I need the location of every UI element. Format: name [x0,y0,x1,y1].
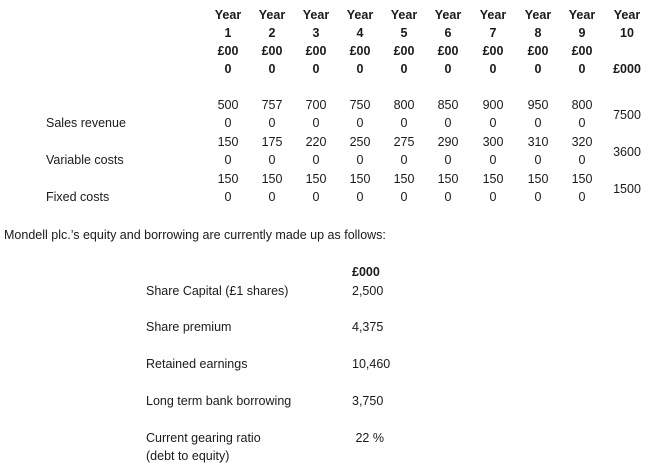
row-cell-line: 290 [437,135,459,149]
year-header-2-line: 0 [268,62,276,76]
row-cell [384,96,424,132]
year-header-9-line: £00 [571,44,593,58]
year-header-7 [473,6,513,78]
row-cell-line: 0 [224,116,232,130]
row-cell-line: 0 [356,116,364,130]
year-header-1-line: £00 [217,44,239,58]
row-cell [562,96,602,132]
year-header-3-line: £00 [305,44,327,58]
row-cell [340,133,380,169]
row-cell-line: 0 [489,190,497,204]
equity-label-share-premium: Share premium [146,320,232,334]
equity-unit-header: £000 [352,265,380,279]
year-header-7-line: Year [479,8,507,22]
row-cell [428,170,468,206]
row-cell-line: 850 [437,98,459,112]
row-cell-line: 0 [224,153,232,167]
row-cell [518,96,558,132]
row-cell [562,133,602,169]
row-cell [518,133,558,169]
year-header-7-line: 7 [489,26,497,40]
equity-value-share-premium: 4,375 [352,320,384,334]
row-cell [208,133,248,169]
row-cell-line: 0 [534,153,542,167]
year-header-1-line: 1 [224,26,232,40]
gearing-value: 22 % [352,431,384,445]
row-cell [473,96,513,132]
year-header-8-line: £00 [527,44,549,58]
row-cell-line: 950 [527,98,549,112]
year-header-3-line: Year [302,8,330,22]
year-header-2-line: 2 [268,26,276,40]
year-header-6-line: Year [434,8,462,22]
year-header-7-line: £00 [482,44,504,58]
year-header-1-line: Year [214,8,242,22]
row-cell-line: 0 [224,190,232,204]
year-header-8-line: 8 [534,26,542,40]
row-cell [384,170,424,206]
year-header-8-line: Year [524,8,552,22]
row-cell-line: 150 [261,172,283,186]
equity-value-bank-borrowing: 3,750 [352,394,384,408]
row-cell [340,170,380,206]
equity-value-share-capital: 2,500 [352,284,384,298]
year-header-2-line: £00 [261,44,283,58]
row-cell-line: 750 [349,98,371,112]
row-cell-line: 0 [400,116,408,130]
equity-label-share-capital: Share Capital (£1 shares) [146,284,289,298]
row-cell-line: 300 [482,135,504,149]
row-cell [473,170,513,206]
year-header-5 [384,6,424,78]
year-header-9-line: 0 [578,62,586,76]
row-cell-line: 150 [571,172,593,186]
year-10-header [607,6,647,78]
year-header-1-line: 0 [224,62,232,76]
row-cell [252,133,292,169]
row-cell-line: 0 [534,116,542,130]
year-header-4-line: £00 [349,44,371,58]
row-cell [518,170,558,206]
row-cell-line: 0 [534,190,542,204]
row-cell-line: 0 [312,153,320,167]
row-cell-line: 0 [356,153,364,167]
year-header-6-line: 0 [444,62,452,76]
equity-label-retained-earnings: Retained earnings [146,357,248,371]
row-cell [428,133,468,169]
row-cell [428,96,468,132]
year-header-4-line: 0 [356,62,364,76]
row-cell [296,170,336,206]
year-10-header-number: 10 [620,26,634,40]
row-cell-line: 0 [356,190,364,204]
row-cell [252,170,292,206]
row-cell [473,133,513,169]
row-year-10-value: 1500 [613,182,641,196]
row-year-10-value: 7500 [613,108,641,122]
row-cell-line: 900 [482,98,504,112]
row-cell-line: 150 [349,172,371,186]
year-header-3-line: 0 [312,62,320,76]
row-cell-line: 150 [527,172,549,186]
year-10-header-unit: £000 [613,62,641,76]
year-header-2 [252,6,292,78]
year-header-6-line: 6 [444,26,452,40]
row-cell-line: 310 [527,135,549,149]
row-cell-line: 0 [444,190,452,204]
row-cell-line: 757 [261,98,283,112]
equity-value-retained-earnings: 10,460 [352,357,391,371]
year-10-header-line: Year [613,8,641,22]
year-header-5-line: £00 [393,44,415,58]
row-cell-line: 150 [393,172,415,186]
year-header-6 [428,6,468,78]
row-cell-line: 220 [305,135,327,149]
row-cell-line: 0 [489,116,497,130]
row-cell-line: 0 [578,190,586,204]
year-header-8 [518,6,558,78]
row-cell-line: 0 [312,116,320,130]
year-header-5-line: 5 [400,26,408,40]
row-cell-line: 700 [305,98,327,112]
year-header-4-line: 4 [356,26,364,40]
row-label: Sales revenue [46,116,126,130]
row-cell-line: 150 [482,172,504,186]
row-cell-line: 0 [268,116,276,130]
row-cell [562,170,602,206]
row-cell-line: 0 [489,153,497,167]
year-header-4-line: Year [346,8,374,22]
row-cell-line: 0 [444,116,452,130]
row-cell-line: 175 [261,135,283,149]
year-header-9-line: 9 [578,26,586,40]
gearing-label-line2: (debt to equity) [146,449,230,463]
year-header-3-line: 3 [312,26,320,40]
row-cell-line: 150 [217,172,239,186]
row-cell-line: 0 [268,190,276,204]
row-cell [208,96,248,132]
row-year-10-value: 3600 [613,145,641,159]
row-label: Variable costs [46,153,124,167]
equity-label-bank-borrowing: Long term bank borrowing [146,394,292,408]
row-cell-line: 800 [393,98,415,112]
year-header-5-line: Year [390,8,418,22]
row-cell-line: 0 [444,153,452,167]
year-header-6-line: £00 [437,44,459,58]
row-cell [296,96,336,132]
year-header-7-line: 0 [489,62,497,76]
row-cell-line: 0 [400,190,408,204]
row-cell-line: 320 [571,135,593,149]
row-label: Fixed costs [46,190,110,204]
row-cell [296,133,336,169]
row-cell-line: 150 [217,135,239,149]
row-cell-line: 0 [400,153,408,167]
row-cell-line: 275 [393,135,415,149]
row-cell-line: 0 [268,153,276,167]
row-cell-line: 250 [349,135,371,149]
equity-intro-text: Mondell plc.’s equity and borrowing are currently made up as follows: [4,228,386,242]
year-header-8-line: 0 [534,62,542,76]
row-cell [340,96,380,132]
year-header-4 [340,6,380,78]
row-cell-line: 150 [305,172,327,186]
year-header-9 [562,6,602,78]
row-cell-line: 0 [578,153,586,167]
year-header-3 [296,6,336,78]
row-cell-line: 0 [312,190,320,204]
row-cell-line: 0 [578,116,586,130]
row-cell [384,133,424,169]
gearing-label-line1: Current gearing ratio [146,431,261,445]
year-header-1 [208,6,248,78]
row-cell-line: 800 [571,98,593,112]
row-cell [252,96,292,132]
year-header-5-line: 0 [400,62,408,76]
row-cell-line: 150 [437,172,459,186]
year-header-2-line: Year [258,8,286,22]
row-cell-line: 500 [217,98,239,112]
row-cell [208,170,248,206]
year-header-9-line: Year [568,8,596,22]
